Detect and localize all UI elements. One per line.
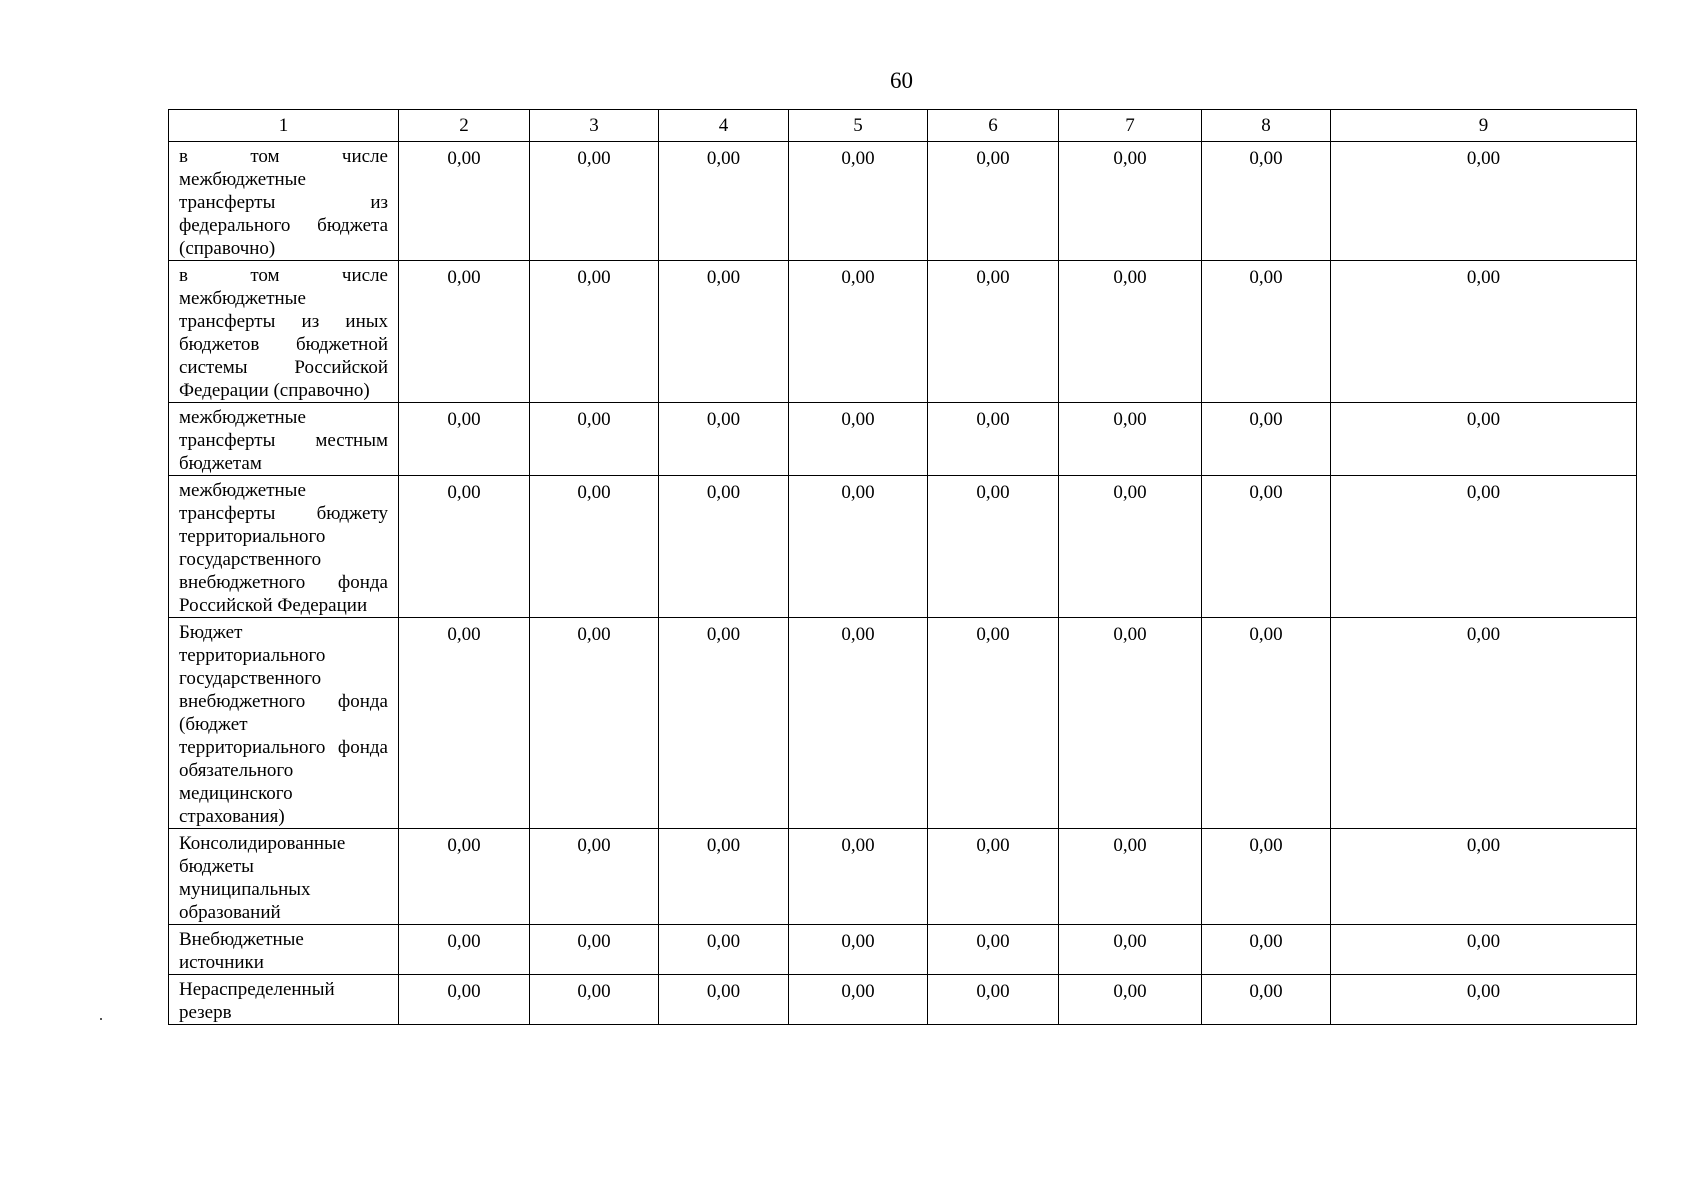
cell-value: 0,00 — [789, 261, 928, 403]
cell-value: 0,00 — [399, 829, 530, 925]
cell-value: 0,00 — [1331, 403, 1637, 476]
cell-value: 0,00 — [1331, 476, 1637, 618]
cell-value: 0,00 — [399, 261, 530, 403]
cell-value: 0,00 — [789, 618, 928, 829]
cell-value: 0,00 — [1059, 975, 1202, 1025]
column-header-1: 1 — [169, 110, 399, 142]
cell-value: 0,00 — [789, 925, 928, 975]
cell-value: 0,00 — [1202, 829, 1331, 925]
cell-value: 0,00 — [1059, 142, 1202, 261]
cell-value: 0,00 — [1202, 975, 1331, 1025]
cell-value: 0,00 — [1202, 618, 1331, 829]
row-label: Консолидированные бюджеты муниципальных образований — [169, 829, 399, 925]
cell-value: 0,00 — [928, 476, 1059, 618]
cell-value: 0,00 — [1202, 261, 1331, 403]
cell-value: 0,00 — [928, 403, 1059, 476]
cell-value: 0,00 — [1059, 403, 1202, 476]
row-label: Внебюджетные источники — [169, 925, 399, 975]
cell-value: 0,00 — [928, 261, 1059, 403]
cell-value: 0,00 — [530, 261, 659, 403]
row-label: в том числе межбюджетные трансферты из федерального бюджета (справочно) — [169, 142, 399, 261]
cell-value: 0,00 — [659, 975, 789, 1025]
budget-table — [168, 109, 1637, 1025]
cell-value: 0,00 — [1331, 142, 1637, 261]
budget-table-container — [168, 109, 1636, 1025]
table-row — [169, 975, 1637, 1025]
cell-value: 0,00 — [659, 142, 789, 261]
cell-value: 0,00 — [399, 925, 530, 975]
cell-value: 0,00 — [789, 829, 928, 925]
cell-value: 0,00 — [1059, 476, 1202, 618]
cell-value: 0,00 — [1059, 618, 1202, 829]
cell-value: 0,00 — [530, 142, 659, 261]
row-label: межбюджетные трансферты бюджету территориального государственного внебюджетного фонда Российской Федерации — [169, 476, 399, 618]
cell-value: 0,00 — [530, 476, 659, 618]
cell-value: 0,00 — [928, 142, 1059, 261]
cell-value: 0,00 — [399, 975, 530, 1025]
column-header-7: 7 — [1059, 110, 1202, 142]
column-header-9: 9 — [1331, 110, 1637, 142]
table-row — [169, 829, 1637, 925]
cell-value: 0,00 — [659, 403, 789, 476]
table-row — [169, 142, 1637, 261]
cell-value: 0,00 — [1202, 403, 1331, 476]
cell-value: 0,00 — [399, 142, 530, 261]
table-row — [169, 618, 1637, 829]
cell-value: 0,00 — [399, 403, 530, 476]
column-header-4: 4 — [659, 110, 789, 142]
cell-value: 0,00 — [659, 261, 789, 403]
cell-value: 0,00 — [1059, 261, 1202, 403]
cell-value: 0,00 — [659, 829, 789, 925]
row-label: межбюджетные трансферты местным бюджетам — [169, 403, 399, 476]
cell-value: 0,00 — [659, 476, 789, 618]
cell-value: 0,00 — [530, 975, 659, 1025]
cell-value: 0,00 — [789, 403, 928, 476]
cell-value: 0,00 — [1331, 618, 1637, 829]
cell-value: 0,00 — [928, 975, 1059, 1025]
cell-value: 0,00 — [928, 618, 1059, 829]
cell-value: 0,00 — [789, 975, 928, 1025]
cell-value: 0,00 — [1331, 925, 1637, 975]
cell-value: 0,00 — [1331, 975, 1637, 1025]
table-row — [169, 261, 1637, 403]
cell-value: 0,00 — [399, 476, 530, 618]
cell-value: 0,00 — [789, 142, 928, 261]
column-header-5: 5 — [789, 110, 928, 142]
row-label: Нераспределенный резерв — [169, 975, 399, 1025]
cell-value: 0,00 — [1059, 829, 1202, 925]
cell-value: 0,00 — [530, 618, 659, 829]
table-row — [169, 403, 1637, 476]
cell-value: 0,00 — [928, 829, 1059, 925]
column-header-2: 2 — [399, 110, 530, 142]
cell-value: 0,00 — [928, 925, 1059, 975]
column-header-3: 3 — [530, 110, 659, 142]
cell-value: 0,00 — [659, 618, 789, 829]
cell-value: 0,00 — [399, 618, 530, 829]
cell-value: 0,00 — [1202, 925, 1331, 975]
cell-value: 0,00 — [659, 925, 789, 975]
cell-value: 0,00 — [530, 925, 659, 975]
table-row — [169, 476, 1637, 618]
column-header-6: 6 — [928, 110, 1059, 142]
cell-value: 0,00 — [530, 829, 659, 925]
cell-value: 0,00 — [530, 403, 659, 476]
cell-value: 0,00 — [1331, 261, 1637, 403]
row-label: Бюджет территориального государственного внебюджетного фонда (бюджет территориального фонда обязательного медицинского страхования) — [169, 618, 399, 829]
cell-value: 0,00 — [789, 476, 928, 618]
cell-value: 0,00 — [1202, 476, 1331, 618]
page-number: 60 — [890, 68, 913, 93]
row-label: в том числе межбюджетные трансферты из иных бюджетов бюджетной системы Российской Федерации (справочно) — [169, 261, 399, 403]
column-header-8: 8 — [1202, 110, 1331, 142]
cell-value: 0,00 — [1331, 829, 1637, 925]
cell-value: 0,00 — [1202, 142, 1331, 261]
table-row — [169, 925, 1637, 975]
cell-value: 0,00 — [1059, 925, 1202, 975]
header-row — [169, 110, 1637, 142]
scan-speck — [100, 1018, 102, 1020]
